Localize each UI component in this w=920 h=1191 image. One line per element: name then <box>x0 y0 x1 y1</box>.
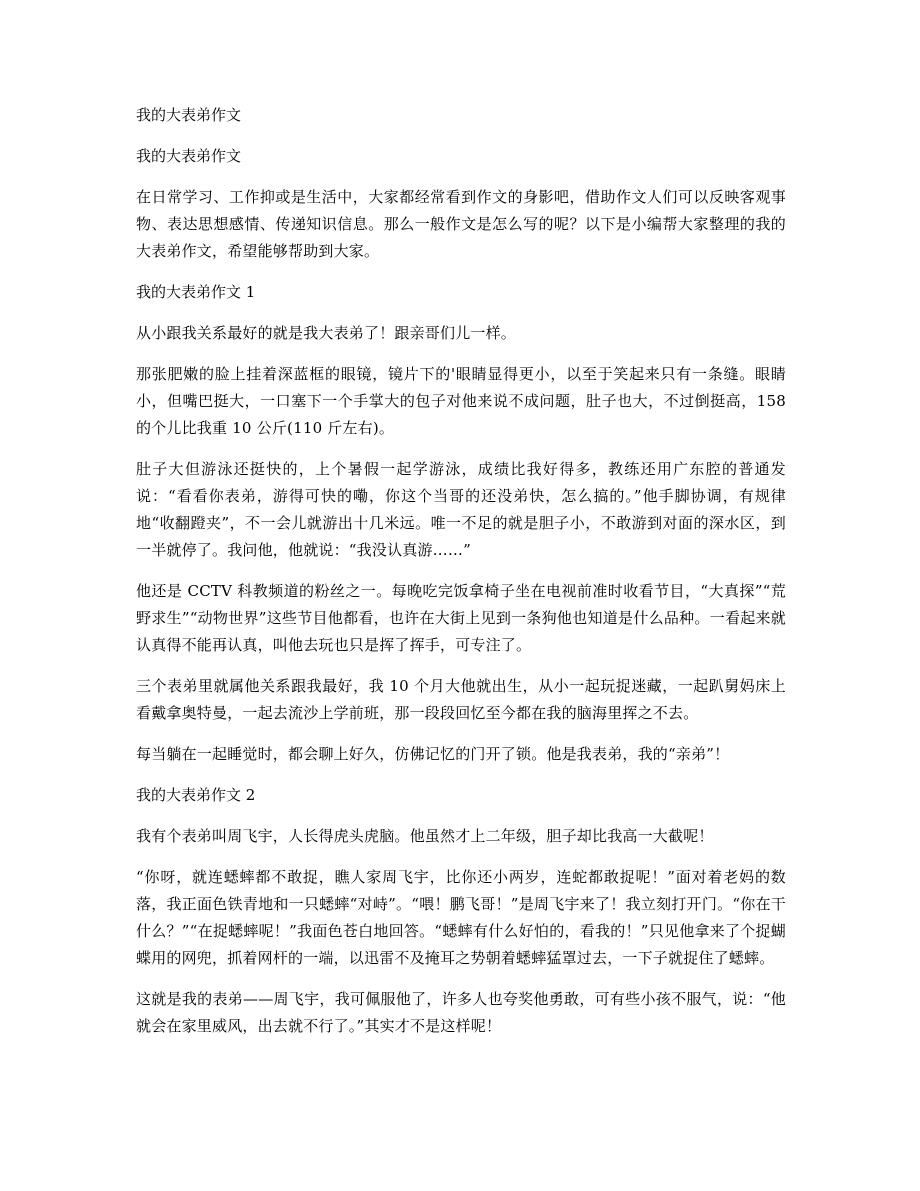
essay-paragraph: 从小跟我关系最好的就是我大表弟了！跟亲哥们儿一样。 <box>136 324 517 342</box>
essay-heading: 我的大表弟作文 1 <box>136 283 256 301</box>
essay-paragraph: 我有个表弟叫周飞宇，人长得虎头虎脑。他虽然才上二年级，胆子却比我高一大截呢！ <box>136 827 714 845</box>
essay-paragraph: 肚子大但游泳还挺快的，上个暑假一起学游泳，成绩比我好得多，教练还用广东腔的普通发说：“看看你表弟，游得可快的嘞，你这个当哥的还没弟快，怎么搞的。”他手脚协调，有规律地“收翻蹬夹”，不一会儿就游出十几米远。唯一不足的就是胆子小，不敢游到对面的深水区，到一半就停了。我问他，他就说：“我没认真游……” <box>136 460 786 559</box>
document-title: 我的大表弟作文 <box>136 106 242 124</box>
document-page <box>136 102 786 1054</box>
document-subtitle: 我的大表弟作文 <box>136 147 242 165</box>
essay-paragraph: 每当躺在一起睡觉时，都会聊上好久，仿佛记忆的门开了锁。他是我表弟，我的“亲弟”！ <box>136 745 730 763</box>
essay-paragraph: 那张肥嫩的脸上挂着深蓝框的眼镜，镜片下的'眼睛显得更小，以至于笑起来只有一条缝。眼睛小，但嘴巴挺大，一口塞下一个手掌大的包子对他来说不成问题，肚子也大，不过倒挺高，158 的个儿比我重 10 公斤(110 斤左右)。 <box>136 365 786 437</box>
essay-paragraph: 这就是我的表弟——周飞宇，我可佩服他了，许多人也夸奖他勇敢，可有些小孩不服气，说：“他就会在家里威风，出去就不行了。”其实才不是这样呢！ <box>136 990 786 1035</box>
intro-paragraph: 在日常学习、工作抑或是生活中，大家都经常看到作文的身影吧，借助作文人们可以反映客观事物、表达思想感情、传递知识信息。那么一般作文是怎么写的呢？以下是小编帮大家整理的我的大表弟作文，希望能够帮助到大家。 <box>136 188 786 260</box>
essay-paragraph: “你呀，就连蟋蟀都不敢捉，瞧人家周飞宇，比你还小两岁，连蛇都敢捉呢！”面对着老妈的数落，我正面色铁青地和一只蟋蟀“对峙”。“喂！鹏飞哥！”是周飞宇来了！我立刻打开门。“你在干什么？”“在捉蟋蟀呢！”我面色苍白地回答。“蟋蟀有什么好怕的，看我的！”只见他拿来了个捉蝴蝶用的网兜，抓着网杆的一端，以迅雷不及掩耳之势朝着蟋蟀猛罩过去，一下子就捉住了蟋蟀。 <box>136 868 786 967</box>
essay-paragraph: 三个表弟里就属他关系跟我最好，我 10 个月大他就出生，从小一起玩捉迷藏，一起趴舅妈床上看戴拿奥特曼，一起去流沙上学前班，那一段段回忆至今都在我的脑海里挥之不去。 <box>136 677 786 722</box>
essay-paragraph: 他还是 CCTV 科教频道的粉丝之一。每晚吃完饭拿椅子坐在电视前准时收看节目，“大真探”“荒野求生”“动物世界”这些节目他都看，也许在大街上见到一条狗他也知道是什么品种。一看起来就认真得不能再认真，叫他去玩也只是挥了挥手，可专注了。 <box>136 582 786 654</box>
essay-heading: 我的大表弟作文 2 <box>136 786 256 804</box>
